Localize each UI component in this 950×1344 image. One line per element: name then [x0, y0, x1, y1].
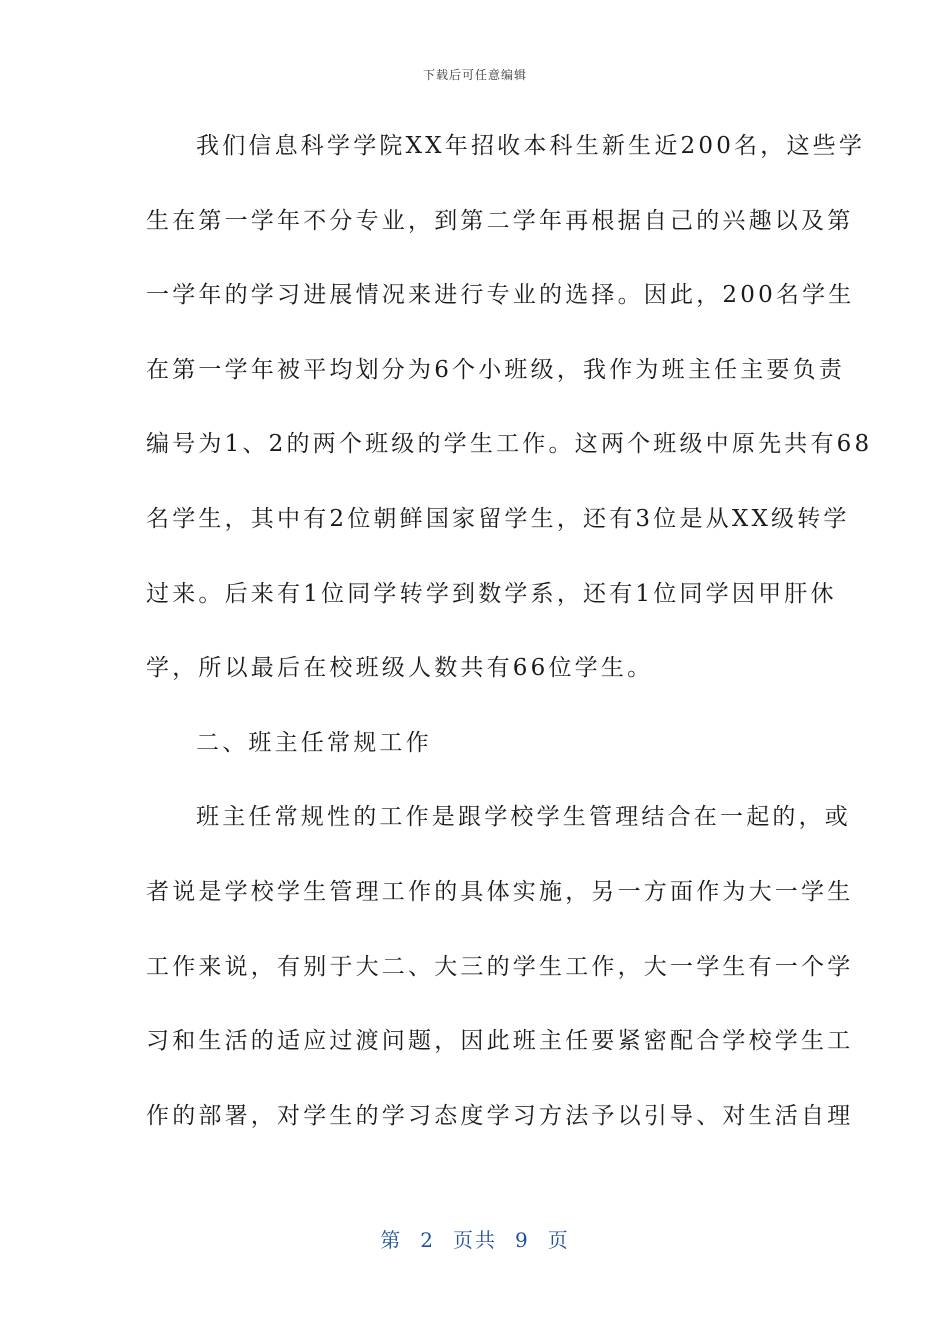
footer-suffix: 页 — [547, 1228, 570, 1252]
section-heading: 二、班主任常规工作 — [196, 729, 432, 756]
paragraph-line: 者说是学校学生管理工作的具体实施，另一方面作为大一学生 — [146, 878, 854, 905]
paragraph-line: 编号为1、2的两个班级的学生工作。这两个班级中原先共有68 — [146, 431, 873, 458]
paragraph-line: 一学年的学习进展情况来进行专业的选择。因此，200名学生 — [146, 282, 855, 309]
paragraph-line: 我们信息科学学院XX年招收本科生新生近200名，这些学 — [196, 133, 866, 159]
document-body — [146, 122, 873, 1166]
paragraph-line: 在第一学年被平均划分为6个小班级，我作为班主任主要负责 — [146, 356, 846, 383]
paragraph-line: 名学生，其中有2位朝鲜国家留学生，还有3位是从XX级转学 — [146, 505, 850, 532]
paragraph-line: 习和生活的适应过渡问题，因此班主任要紧密配合学校学生工 — [146, 1028, 854, 1055]
footer-middle: 页共 — [453, 1228, 497, 1252]
paragraph-line: 班主任常规性的工作是跟学校学生管理结合在一起的，或 — [196, 804, 851, 831]
page-footer — [0, 1224, 950, 1253]
paragraph-line: 生在第一学年不分专业，到第二学年再根据自己的兴趣以及第 — [146, 207, 854, 234]
footer-prefix: 第 — [380, 1228, 403, 1252]
total-pages-number: 9 — [515, 1228, 530, 1252]
paragraph-line: 学，所以最后在校班级人数共有66位学生。 — [146, 655, 654, 682]
current-page-number: 2 — [420, 1228, 435, 1252]
paragraph-line: 过来。后来有1位同学转学到数学系，还有1位同学因甲肝休 — [146, 580, 837, 607]
page-header: 下载后可任意编辑 — [422, 68, 527, 82]
paragraph-line: 工作来说，有别于大二、大三的学生工作，大一学生有一个学 — [146, 953, 854, 980]
paragraph-line: 作的部署，对学生的学习态度学习方法予以引导、对生活自理 — [146, 1102, 854, 1129]
